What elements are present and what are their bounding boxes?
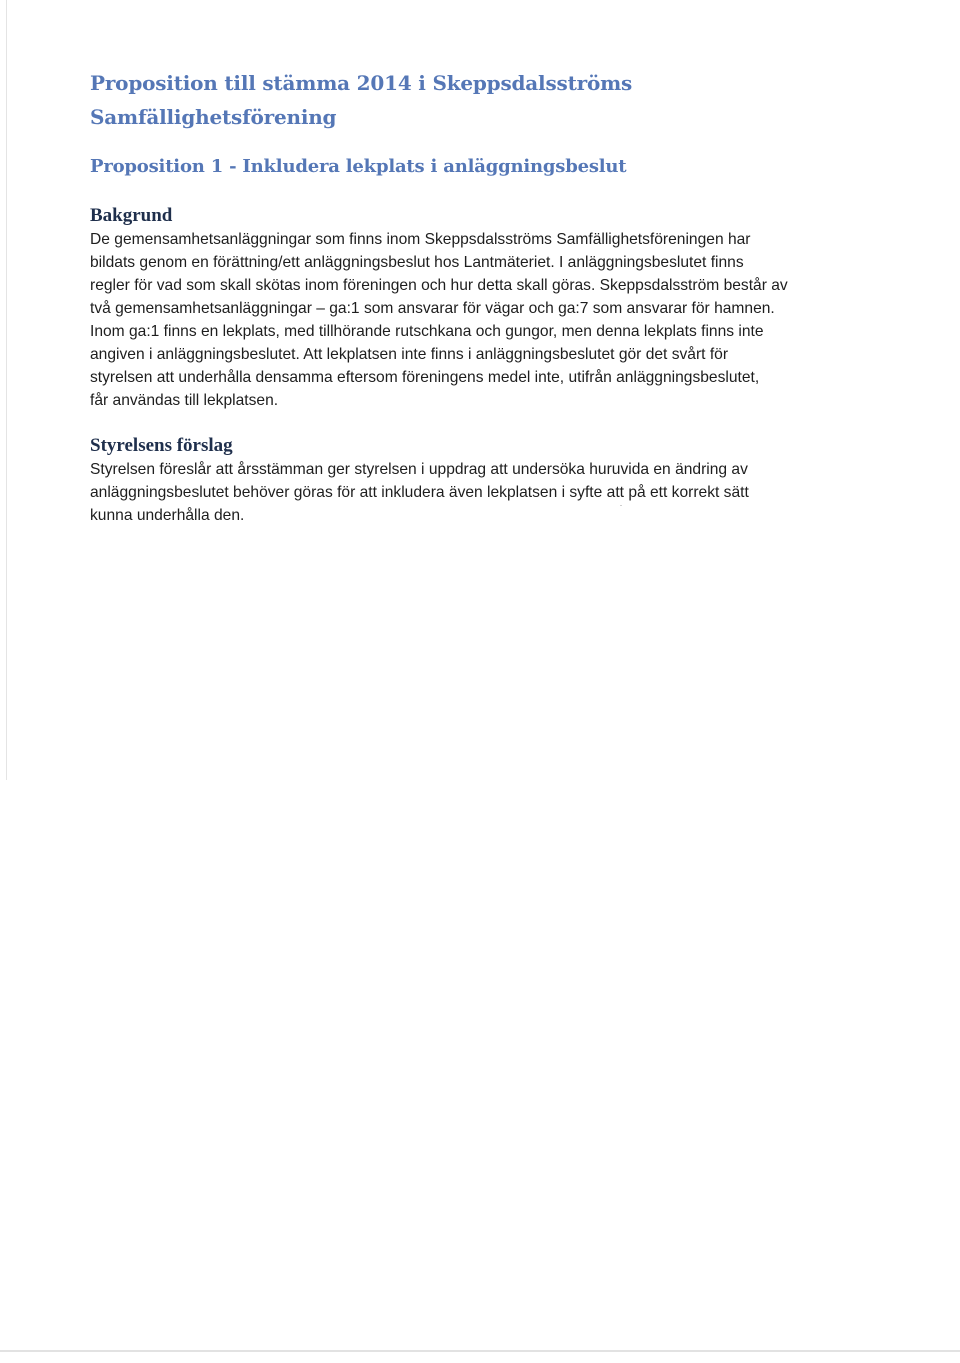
section-body-bakgrund [90,228,850,412]
body-line: två gemensamhetsanläggningar – ga:1 som ansvarar för vägar och ga:7 som ansvarar för hamnen. [90,300,775,317]
body-line: bildats genom en förättning/ett anläggningsbeslut hos Lantmäteriet. I anläggningsbeslutet finns [90,254,744,271]
section-bakgrund [90,204,850,412]
body-line: kunna underhålla den. [90,507,245,524]
body-line: Styrelsen föreslår att årsstämman ger styrelsen i uppdrag att undersöka huruvida en ändring av [90,461,748,478]
body-line: styrelsen att underhålla densamma eftersom föreningens medel inte, utifrån anläggningsbeslutet, [90,369,760,386]
proposition-title: Proposition 1 - Inkludera lekplats i anläggningsbeslut [90,156,627,177]
document-title: Proposition till stämma 2014 i Skeppsdalsströms Samfällighetsförening [90,71,633,129]
section-heading-styrelsens-forslag: Styrelsens förslag [90,435,233,456]
body-line: Inom ga:1 finns en lekplats, med tillhörande rutschkana och gungor, men denna lekplats finns inte [90,323,764,340]
body-line: De gemensamhetsanläggningar som finns inom Skeppsdalsströms Samfällighetsföreningen har [90,231,751,248]
scan-edge-left [6,0,7,780]
section-body-styrelsens-forslag [90,458,850,527]
body-line: regler för vad som skall skötas inom föreningen och hur detta skall göras. Skeppsdalsström består av [90,277,788,294]
body-line: anläggningsbeslutet behöver göras för att inkludera även lekplatsen i syfte att på ett korrekt sätt [90,484,749,501]
body-line: angiven i anläggningsbeslutet. Att lekplatsen inte finns i anläggningsbeslutet gör det svårt för [90,346,729,363]
scan-speck [620,505,622,506]
document-content [90,66,850,527]
section-heading-bakgrund: Bakgrund [90,205,173,226]
section-styrelsens-forslag [90,434,850,527]
scan-edge-bottom [0,1350,960,1352]
body-line: får användas till lekplatsen. [90,392,279,409]
